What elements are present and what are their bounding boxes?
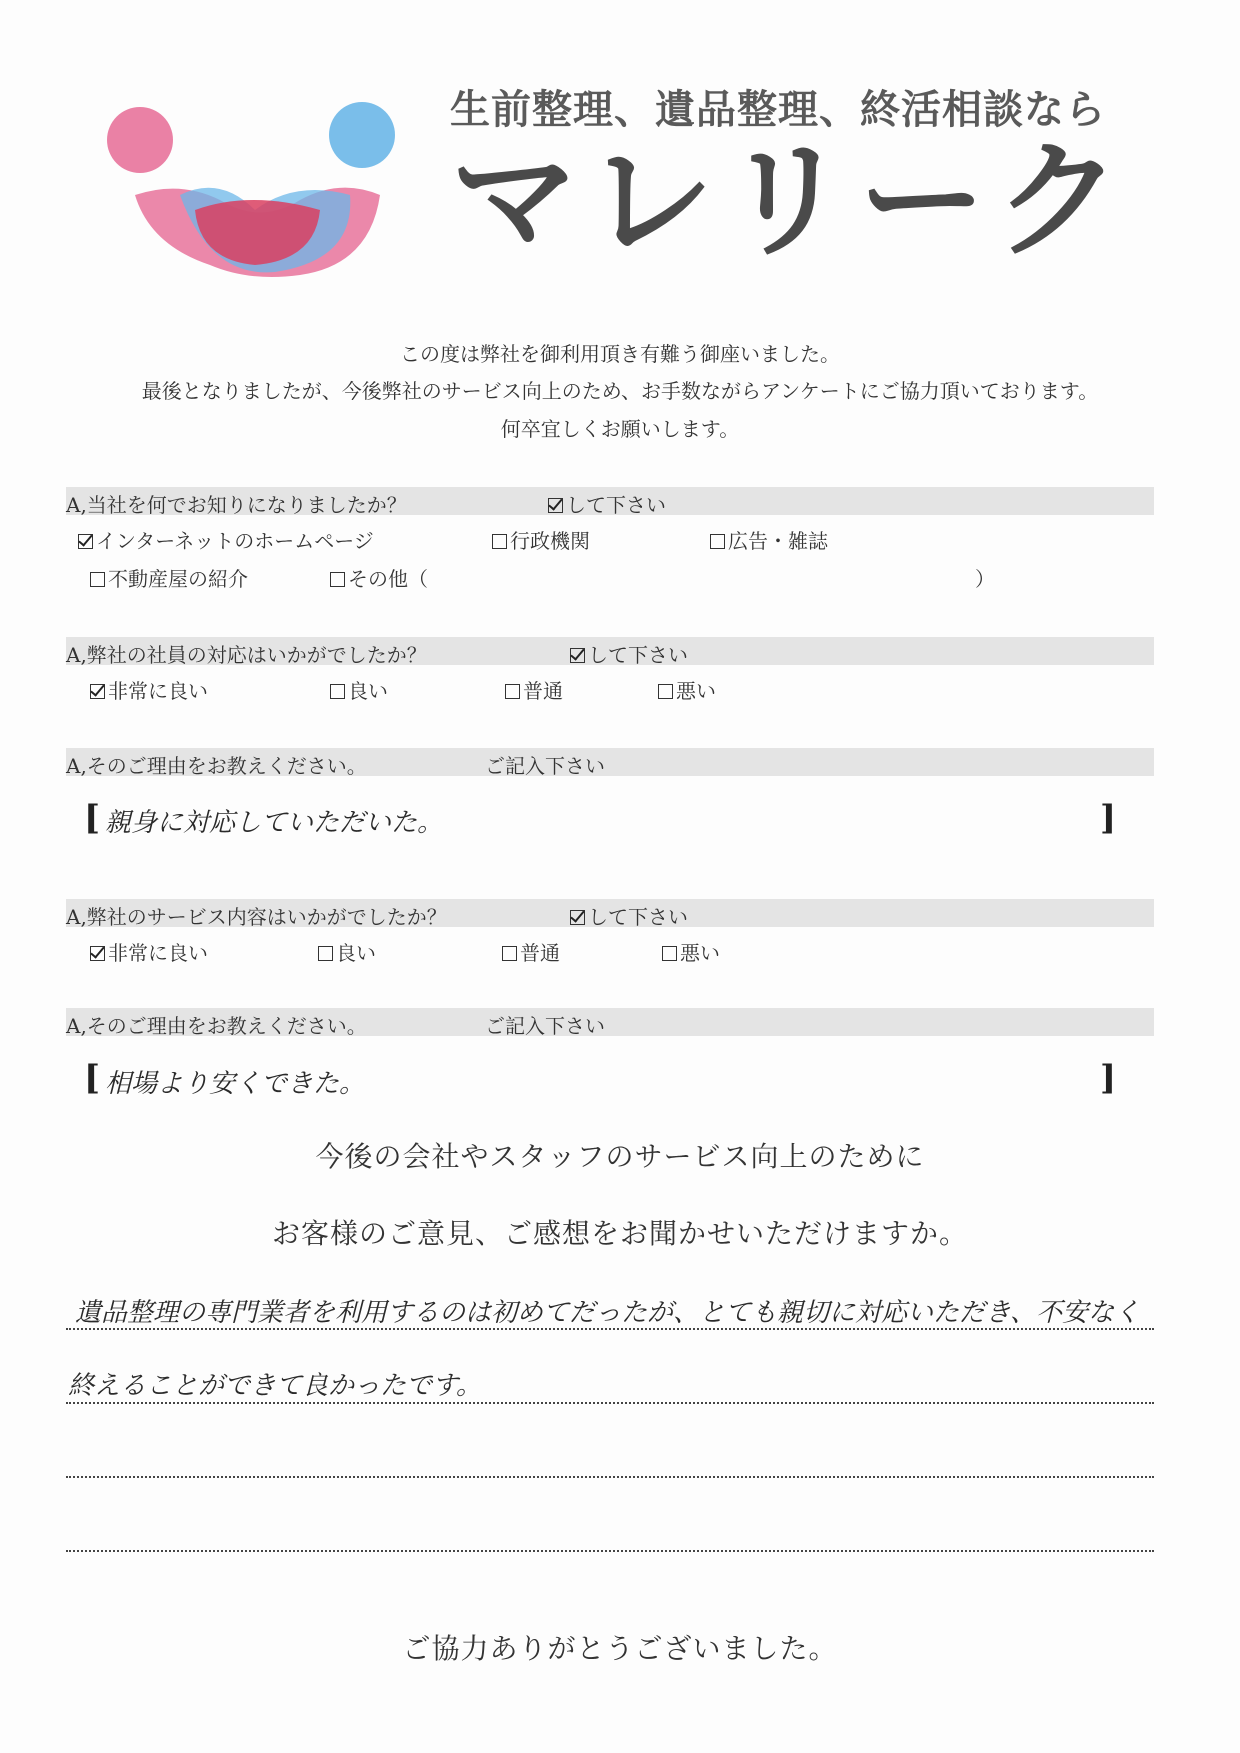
q4-question: A,弊社のサービス内容はいかがでしたか？ xyxy=(66,905,447,929)
q2-option-bad[interactable]: 悪い xyxy=(658,675,716,704)
checkbox-icon[interactable] xyxy=(90,684,105,699)
q3-close-bracket: ] xyxy=(1100,798,1117,838)
checkbox-icon[interactable] xyxy=(78,534,93,549)
checkbox-icon[interactable] xyxy=(710,534,725,549)
q5-question: A,そのご理由をお教えください。 xyxy=(66,1014,367,1038)
brand-name: マレリーク xyxy=(450,127,1131,276)
checkbox-icon xyxy=(570,648,585,663)
feedback-line-1[interactable]: 遺品整理の専門業者を利用するのは初めてだったが、とても親切に対応いただき、不安なく xyxy=(75,1298,1140,1328)
q4-option-very-good[interactable]: 非常に良い xyxy=(90,937,208,966)
q2-option-good[interactable]: 良い xyxy=(330,675,388,704)
q2-option-very-good[interactable]: 非常に良い xyxy=(90,675,208,704)
checkbox-icon[interactable] xyxy=(658,684,673,699)
checkbox-icon[interactable] xyxy=(330,572,345,587)
checkbox-icon[interactable] xyxy=(318,946,333,961)
q3-answer[interactable]: 親身に対応していただいた。 xyxy=(105,808,444,838)
q5-close-bracket: ] xyxy=(1100,1058,1117,1098)
q4-option-normal[interactable]: 普通 xyxy=(502,937,560,966)
q5-answer[interactable]: 相場より安くできた。 xyxy=(105,1069,366,1099)
checkbox-icon[interactable] xyxy=(90,572,105,587)
checkbox-icon xyxy=(570,910,585,925)
intro-line-1: この度は弊社を御利用頂き有難う御座いました。 xyxy=(400,342,840,366)
feedback-rule-4 xyxy=(66,1550,1154,1552)
feedback-heading-2: お客様のご意見、ご感想をお聞かせいただけますか。 xyxy=(271,1217,968,1250)
checkbox-icon[interactable] xyxy=(492,534,507,549)
logo-icon xyxy=(100,100,405,285)
q3-instruction: ご記入下さい xyxy=(485,754,605,778)
q5-open-bracket: [ xyxy=(84,1058,101,1098)
feedback-rule-1 xyxy=(66,1328,1154,1330)
feedback-line-2[interactable]: 終えることができて良かったです。 xyxy=(68,1371,482,1401)
tagline: 生前整理、遺品整理、終活相談なら xyxy=(450,87,1106,133)
q1-close-paren: ） xyxy=(975,567,995,591)
q2-instruction: して下さい xyxy=(570,639,688,668)
checkbox-icon[interactable] xyxy=(505,684,520,699)
q1-option-internet[interactable]: インターネットのホームページ xyxy=(78,525,374,554)
q3-question: A,そのご理由をお教えください。 xyxy=(66,754,367,778)
checkbox-icon[interactable] xyxy=(90,946,105,961)
q1-option-government[interactable]: 行政機関 xyxy=(492,525,590,554)
q5-instruction: ご記入下さい xyxy=(485,1014,605,1038)
q4-instruction: して下さい xyxy=(570,901,688,930)
checkbox-icon[interactable] xyxy=(330,684,345,699)
q2-option-normal[interactable]: 普通 xyxy=(505,675,563,704)
checkbox-icon[interactable] xyxy=(502,946,517,961)
q1-option-other[interactable]: その他（ xyxy=(330,563,428,592)
q4-option-bad[interactable]: 悪い xyxy=(662,937,720,966)
q1-option-ad[interactable]: 広告・雑誌 xyxy=(710,525,828,554)
q3-open-bracket: [ xyxy=(84,798,101,838)
q2-question: A,弊社の社員の対応はいかがでしたか？ xyxy=(66,643,427,667)
thanks-message: ご協力ありがとうございました。 xyxy=(402,1632,838,1665)
checkbox-icon[interactable] xyxy=(662,946,677,961)
intro-line-2: 最後となりましたが、今後弊社のサービス向上のため、お手数ながらアンケートにご協力頂いております。 xyxy=(141,379,1099,403)
feedback-rule-3 xyxy=(66,1476,1154,1478)
q1-instruction: して下さい xyxy=(548,489,666,518)
feedback-rule-2 xyxy=(66,1402,1154,1404)
feedback-heading-1: 今後の会社やスタッフのサービス向上のために xyxy=(315,1140,925,1173)
q1-option-realestate[interactable]: 不動産屋の紹介 xyxy=(90,563,248,592)
q4-option-good[interactable]: 良い xyxy=(318,937,376,966)
checkbox-icon xyxy=(548,498,563,513)
intro-line-3: 何卒宜しくお願いします。 xyxy=(500,417,740,441)
q1-question: A,当社を何でお知りになりましたか？ xyxy=(66,493,407,517)
